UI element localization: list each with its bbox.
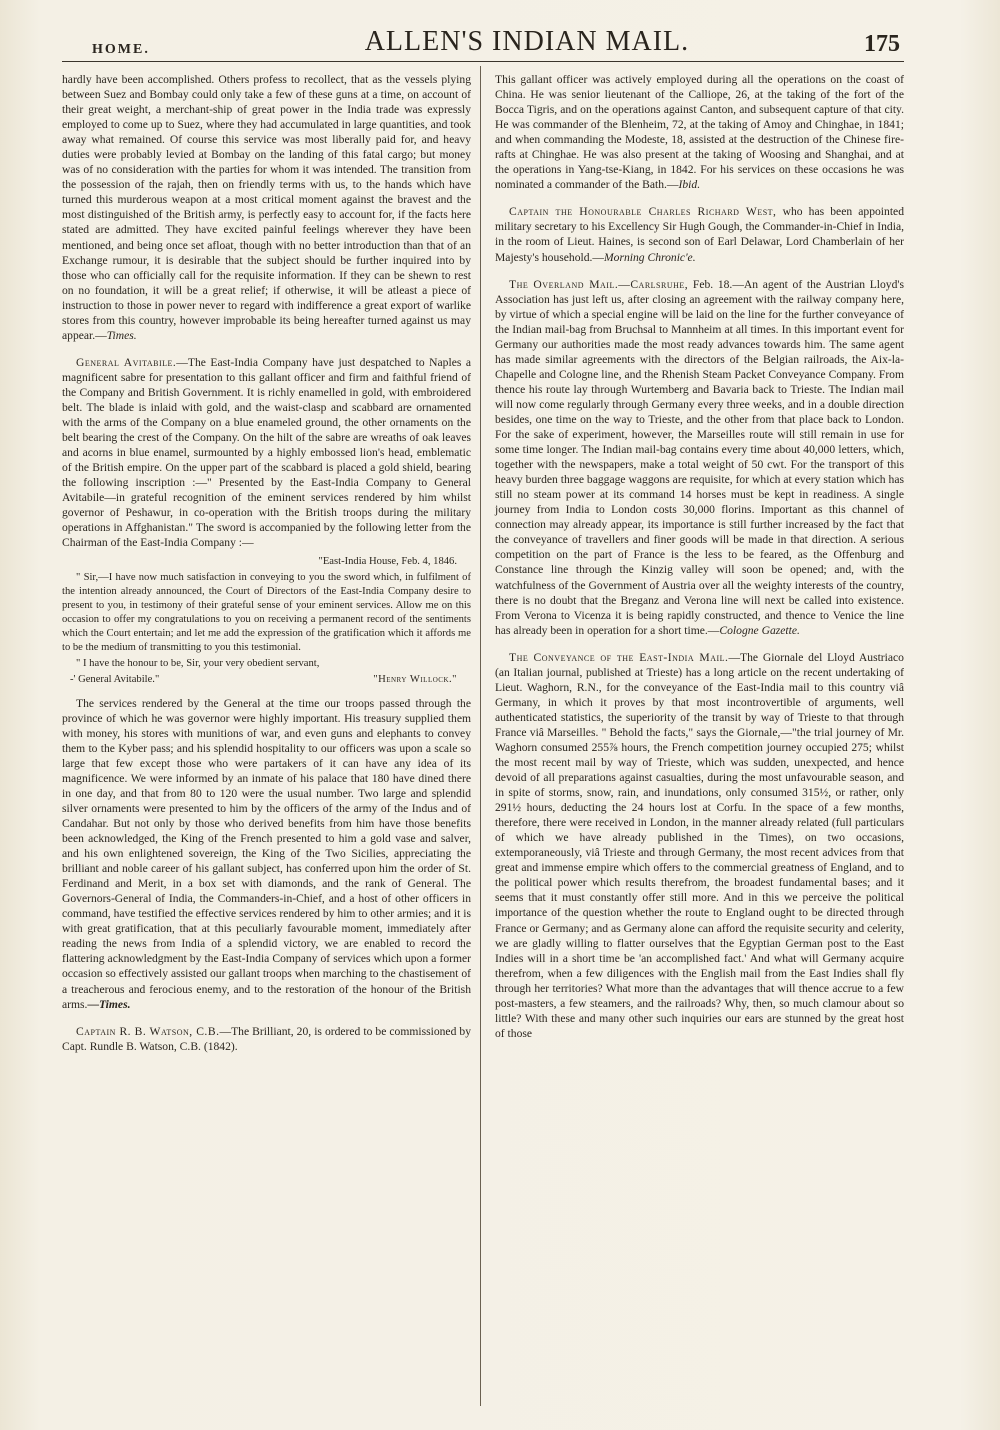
section-label: HOME.	[92, 42, 150, 57]
article-heading: General Avitabile.	[76, 355, 177, 369]
article-paragraph: The Conveyance of the East-India Mail.—The Giornale del Lloyd Austriaco (an Italian journal, published at Trieste) has a long article on the recent undertaking of Lieut. Waghorn, R.N., for the conveyance of the East-India mail to this country viâ Germany, in which it proves by that most incontrovertible of arguments, well authenticated statistics, the superiority of the transit by way of Trieste to that through France viâ Marseilles. " Behold the facts," says the Giornale,—"the trial journey of Mr. Waghorn consumed 255⅞ hours, the French competition journey occupied 275; whilst the most recent mail by way of Trieste, which was sudden, unexpected, and hence devoid of all preparations against casualties, during the most unfavourable season, and in spite of storms, snow, rain, and inundations, only consumed 315½, or rather, only 291½ hours, deducting the 24 hours lost at Corfu. In the space of a few months, therefore, there were received in London, in the manner already related (full particulars of which we have already published in the Times), on two occasions, extemporaneously, viâ Trieste and through Germany, the most recent advices from that great and immense empire which offers to the commercial greatness of England, and to the political power which results therefrom, the broadest fundamental bases; and it seems that it must constantly offer still more. And in this we perceive the political importance of the question whether the route to England ought to be directed through France or Germany; and as Germany alone can afford the requisite security and celerity, we are gladly willing to flatter ourselves that the Egyptian German post to the East Indies will in a short time be 'an accomplished fact.' And what will Germany acquire therefrom, when a few diligences with the English mail from the East Indies shall fly through her territories? What more than the advantages that will thence accrue to a few post-masters, a few steamers, and the railroads? Why, then, so much clamour about so little? With these and many other such inquiries our ears are stunned by the great host of those	[495, 650, 904, 1040]
left-column	[62, 72, 483, 1059]
letter-block	[62, 555, 471, 686]
article-heading: Captain the Honourable Charles Richard West,	[509, 205, 777, 219]
letter-signature: "Henry Willock."	[373, 673, 457, 685]
right-column	[483, 72, 904, 1059]
article-heading: The Conveyance of the East-India Mail.	[509, 650, 729, 664]
journal-title: ALLEN'S INDIAN MAIL.	[364, 26, 690, 57]
letter-body: " Sir,—I have now much satisfaction in conveying to you the sword which, in fulfilment of the intention already announced, the Court of Directors of the East-India Company desire to present to you, in testimony of their grateful sense of your eminent services. Allow me on this occasion to offer my congratulations to you on receiving a permanent record of the sentiments which the Court entertain; and let me add the expression of the gratification which it affords me to be the medium of transmitting to you this testimonial.	[62, 572, 471, 653]
page-number: 175	[863, 31, 900, 57]
letter-dateline: "East-India House, Feb. 4, 1846.	[318, 556, 457, 568]
article-paragraph: hardly have been accomplished. Others profess to recollect, that as the vessels plying between Suez and Bombay could only take a few of these guns at a time, on account of their great weight, a merchant-ship of great power in the India trade was expressly employed to come up to Suez, where they had accumulated in large quantities, and took away what remained. Of course this service was most liberally paid for, and heavy duties were probably levied at Bombay on the landing of this fatal cargo; but money was of no consideration with the parties for whom it was intended. The transition from the possession of the rajah, then on friendly terms with us, to the hands which have turned this murderous weapon at a most critical moment against the bravest and the most distinguished of the British army, is perfectly easy to account for, if the facts here stated are admitted. They have excited painful feelings wherever they have been mentioned, and being once set afloat, though with no better introduction than that of an Exchange rumour, it is desirable that the subject should be further inquired into by those who can officially call for the requisite information. If they can be shewn to rest on no foundation, it will be a great relief; if otherwise, it will be atleast a piece of instruction to those in power never to regard with indifference a great export of warlike stores from this country, however improbable its being hereafter turned against us may appear.—Times.	[62, 73, 471, 342]
article-paragraph: General Avitabile.—The East-India Company have just despatched to Naples a magnificent sabre for presentation to this gallant officer and firm and faithful friend of the Company and British Government. It is richly enamelled in gold, with embroidered belt. The blade is inlaid with gold, and the waist-clasp and scabbard are ornamented with the arms of the Company on a blue enameled ground, the other ornaments on the belt bearing the crest of the Company. On the hilt of the sabre are wreaths of oak leaves and acorns in blue enamel, surmounted by a highly embossed lion's head, emblematic of the British empire. On the upper part of the scabbard is placed a gold shield, bearing the following inscription :—" Presented by the East-India Company to General Avitabile—in grateful recognition of the eminent services rendered by him whilst governor of Peshawur, in co-operation with the British troops during the military operations in Affghanistan." The sword is accompanied by the following letter from the Chairman of the East-India Company :—	[62, 355, 471, 550]
article-heading: Captain R. B. Watson, C.B.	[76, 1024, 220, 1038]
article-heading: The Overland Mail.—Carlsruhe,	[509, 277, 689, 291]
letter-recipient: -' General Avitabile."	[70, 673, 160, 685]
column-rule	[480, 66, 481, 1406]
article-paragraph: Captain the Honourable Charles Richard West, who has been appointed military secretary to his Excellency Sir Hugh Gough, the Commander-in-Chief in India, in the room of Lieut. Haines, is second son of Earl Delawar, Lord Chamberlain of her Majesty's household.—Morning Chronic'e.	[495, 205, 904, 264]
article-paragraph: This gallant officer was actively employed during all the operations on the coast of China. He was senior lieutenant of the Calliope, 26, at the taking of the fort of the Bocca Tigris, and on the operations against Canton, and subsequent capture of that city. He was commander of the Blenheim, 72, at the taking of Amoy and Chinghae, in 1841; and when commanding the Modeste, 18, assisted at the destruction of the Chinese fire-rafts at Chinghae. He was also present at the taking of Woosing and Shanghai, and at the operations in Yang-tse-Kiang, in 1842. For his services on these occasions he was nominated a commander of the Bath.—Ibid.	[495, 73, 904, 192]
article-paragraph: Captain R. B. Watson, C.B.—The Brilliant, 20, is ordered to be commissioned by Capt. Rundle B. Watson, C.B. (1842).	[62, 1024, 471, 1053]
article-columns	[62, 72, 904, 1059]
letter-close: " I have the honour to be, Sir, your very obedient servant,	[76, 657, 320, 669]
letter-signoff	[62, 673, 471, 687]
running-head	[62, 22, 904, 62]
article-paragraph: The Overland Mail.—Carlsruhe, Feb. 18.—An agent of the Austrian Lloyd's Association has just left us, after closing an agreement with the railway company here, by virtue of which a special engine will be laid on the line for the further conveyance of the Indian mail-bag from Bruchsal to Mannheim at all times. In this important event for Germany our authorities made the most ready advances towards him. The same agent has made similar agreements with the directors of the Belgian railroads, the Aix-la-Chapelle and Cologne line, and the Rhenish Steam Packet Conveyance Company. From thence his route lay through Wurtemberg and Bavaria back to Trieste. The Indian mail will now come regularly through Germany every three weeks, and in a double direction besides, one time on the way to Trieste, and the other from that place back to London. For the sake of experiment, however, the Marseilles route will still remain in use for some time longer. The Indian mail-bag contains every time about 40,000 letters, which, together with the newspapers, make a total weight of 50 cwt. For the transport of this heavy burden three baggage waggons are requisite, for which at every station which has still no steam power at its command 14 horses must be kept in readiness. A single journey from India to London costs 30,000 florins. Important as this channel of connection may already appear, its importance is still further increased by the fact that the conveyance of travellers and finer goods will be made in that direction. A serious competition on the part of France is the less to be feared, as the Offenburg and Constance line through the Kinzig valley will soon be opened; and, with the watchfulness of the Government of Austria over all the weighty interests of the country, there is no doubt that the Breganz and Verona line will next be called into existence. From Verona to Vicenza it is being rapidly constructed, and thence to Venice the line has already been in operation for a short time.—Cologne Gazette.	[495, 277, 904, 637]
article-paragraph: The services rendered by the General at the time our troops passed through the province of which he was governor were highly important. His treasury supplied them with money, his stores with munitions of war, and even guns and elephants to convey them to the Kyber pass; and his splendid hospitality to our officers was upon a scale so large that few except those who were partakers of it can have any idea of its magnificence. We were informed by an inmate of his palace that 180 have dined there in one day, and that from 80 to 120 were the usual number. Two large and splendid silver ornaments were presented to him by the officers of the army of the Indus and of Candahar. But not only by those who derived benefits from him have those benefits been acknowledged, the King of the French presented to him a gold vase and salver, and his own enlightened sovereign, the King of the Two Sicilies, appreciating the brilliant and noble career of his gallant subject, has conferred upon him the order of St. Ferdinand and Merit, in a box set with diamonds, and the rank of General. The Governors-General of India, the Commanders-in-Chief, and a host of other officers in command, have testified the effective services rendered by him to other armies; and it is with great gratification, that at this peculiarly favourable moment, immediately after reading the news from India of a splendid victory, we are enabled to record the flattering acknowledgment by the East-India Company of services which upon a former occasion so effectively assisted our gallant troops when marching to the chastisement of a treacherous and ferocious enemy, and to the restoration of the honour of the British arms.—Times.	[62, 696, 471, 1011]
